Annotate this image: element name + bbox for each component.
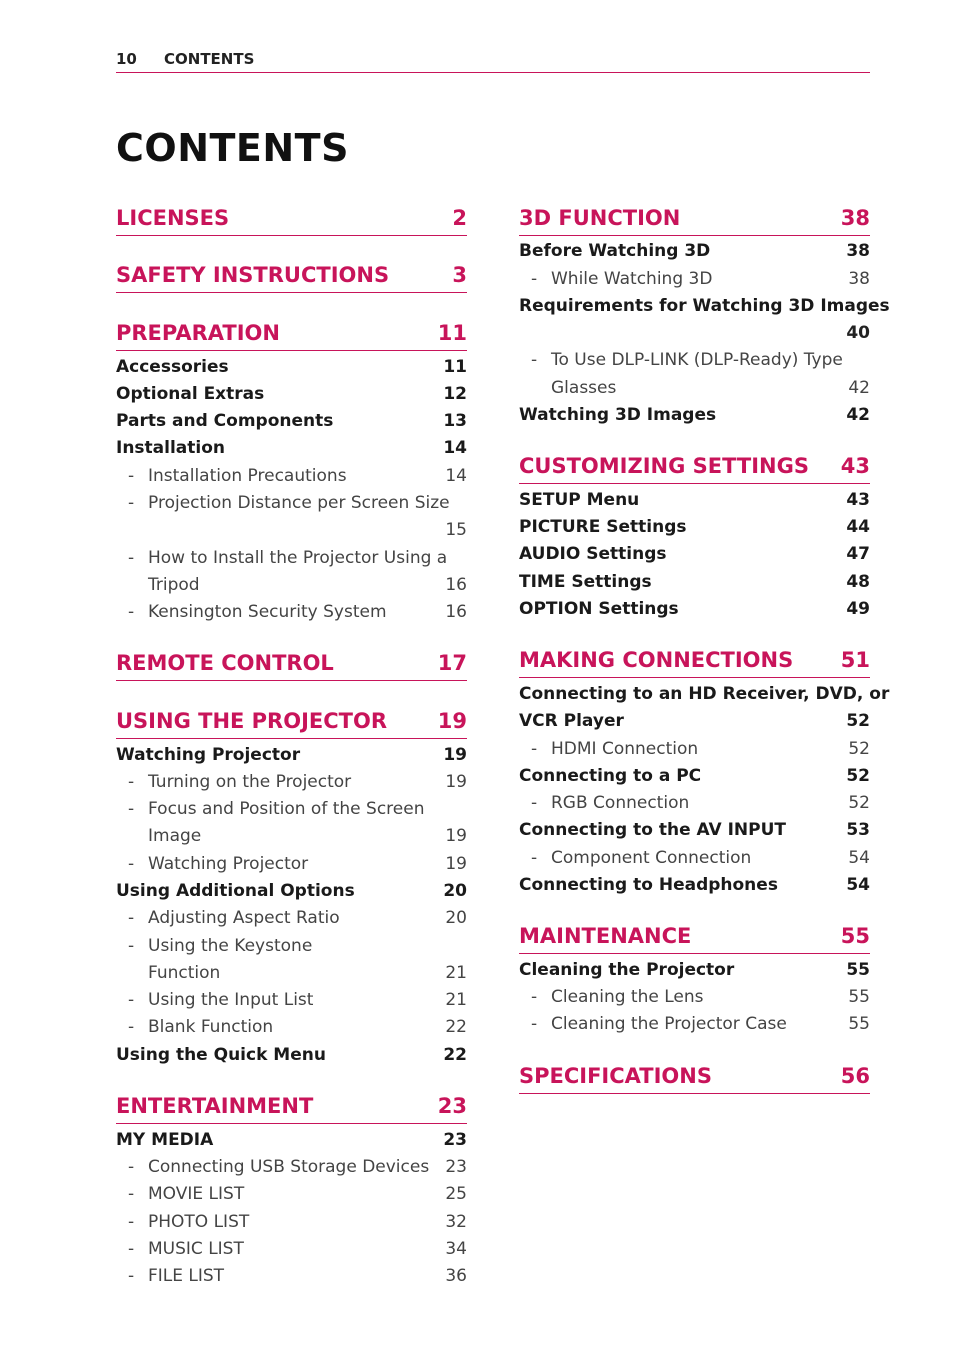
toc-subsection[interactable] — [519, 708, 870, 735]
toc-item[interactable] — [116, 1014, 467, 1041]
toc-page-number: 54 — [848, 848, 870, 868]
toc-label: Cleaning the Projector Case — [551, 1014, 787, 1034]
toc-page-number: 21 — [445, 963, 467, 983]
toc-page-number: 38 — [840, 206, 870, 230]
toc-label: How to Install the Projector Using a — [148, 548, 448, 568]
toc-item[interactable] — [116, 823, 467, 850]
bullet-dash: - — [128, 1157, 135, 1177]
toc-label: PICTURE Settings — [519, 517, 687, 537]
toc-label: SPECIFICATIONS — [519, 1064, 712, 1088]
toc-item[interactable] — [116, 851, 467, 878]
toc-page-number: 42 — [848, 378, 870, 398]
toc-label: Optional Extras — [116, 384, 265, 404]
toc-page-number: 3 — [452, 263, 467, 287]
toc-item[interactable] — [116, 572, 467, 599]
toc-page-number: 48 — [846, 572, 870, 592]
toc-label: Turning on the Projector — [148, 772, 352, 792]
toc-page-number: 53 — [846, 820, 870, 840]
toc-page-number: 42 — [846, 405, 870, 425]
toc-label: PREPARATION — [116, 321, 280, 345]
toc-label: SETUP Menu — [519, 490, 640, 510]
toc-item[interactable] — [116, 933, 467, 960]
toc-page-number: 23 — [445, 1157, 467, 1177]
toc-label: Accessories — [116, 357, 229, 377]
toc-label: Connecting USB Storage Devices — [148, 1157, 430, 1177]
toc-page-number: 52 — [846, 766, 870, 786]
toc-page-number: 38 — [848, 269, 870, 289]
toc-page-number: 25 — [445, 1184, 467, 1204]
toc-item[interactable] — [116, 1154, 467, 1181]
toc-label: Component Connection — [551, 848, 752, 868]
toc-label: Installation Precautions — [148, 466, 347, 486]
toc-item[interactable] — [519, 845, 870, 872]
toc-subsection[interactable] — [519, 681, 890, 708]
bullet-dash: - — [128, 1184, 135, 1204]
bullet-dash: - — [531, 739, 538, 759]
toc-item[interactable] — [116, 960, 467, 987]
bullet-dash: - — [128, 548, 135, 568]
toc-section[interactable] — [116, 704, 467, 739]
toc-subsection[interactable] — [519, 957, 870, 984]
toc-label: Watching 3D Images — [519, 405, 717, 425]
toc-label: Adjusting Aspect Ratio — [148, 908, 340, 928]
toc-page-continuation[interactable] — [519, 320, 870, 347]
toc-section[interactable] — [519, 1059, 870, 1094]
toc-page-number: 52 — [848, 739, 870, 759]
toc-subsection[interactable] — [116, 381, 467, 408]
toc-label: Requirements for Watching 3D Images — [519, 296, 890, 316]
toc-page-number: 55 — [840, 924, 870, 948]
toc-subsection[interactable] — [116, 354, 467, 381]
toc-page-number: 52 — [848, 793, 870, 813]
toc-page-number: 34 — [445, 1239, 467, 1259]
bullet-dash: - — [128, 1017, 135, 1037]
toc-page-number: 54 — [846, 875, 870, 895]
toc-page-number: 19 — [445, 826, 467, 846]
toc-label: Installation — [116, 438, 226, 458]
toc-item[interactable] — [116, 769, 467, 796]
toc-label: SAFETY INSTRUCTIONS — [116, 263, 390, 287]
toc-label: Connecting to a PC — [519, 766, 702, 786]
page-title: CONTENTS — [116, 126, 349, 170]
bullet-dash: - — [128, 602, 135, 622]
toc-label: ENTERTAINMENT — [116, 1094, 314, 1118]
toc-page-number: 14 — [445, 466, 467, 486]
toc-label: Connecting to the AV INPUT — [519, 820, 787, 840]
toc-section[interactable] — [519, 643, 870, 678]
toc-page-number: 11 — [443, 357, 467, 377]
toc-label: MAKING CONNECTIONS — [519, 648, 794, 672]
toc-subsection[interactable] — [519, 596, 870, 623]
toc-label: Using the Input List — [148, 990, 314, 1010]
toc-item[interactable] — [116, 463, 467, 490]
toc-subsection[interactable] — [519, 238, 870, 265]
toc-page-number: 23 — [437, 1094, 467, 1118]
toc-page-number: 11 — [437, 321, 467, 345]
toc-page-number: 40 — [846, 323, 870, 343]
toc-label: Using Additional Options — [116, 881, 355, 901]
toc-subsection[interactable] — [116, 435, 467, 462]
toc-label: Glasses — [551, 378, 617, 398]
toc-page-number: 15 — [445, 520, 467, 540]
toc-label: AUDIO Settings — [519, 544, 667, 564]
toc-page-number: 16 — [445, 602, 467, 622]
toc-label: Watching Projector — [148, 854, 309, 874]
toc-page-number: 12 — [443, 384, 467, 404]
toc-page-number: 55 — [848, 987, 870, 1007]
toc-subsection[interactable] — [519, 514, 870, 541]
toc-page-number: 16 — [445, 575, 467, 595]
bullet-dash: - — [128, 854, 135, 874]
toc-subsection[interactable] — [116, 742, 467, 769]
toc-label: Function — [148, 963, 221, 983]
bullet-dash: - — [128, 772, 135, 792]
toc-subsection[interactable] — [519, 763, 870, 790]
toc-subsection[interactable] — [519, 541, 870, 568]
bullet-dash: - — [128, 990, 135, 1010]
toc-subsection[interactable] — [116, 1042, 467, 1069]
toc-item[interactable] — [519, 790, 870, 817]
toc-item[interactable] — [116, 517, 467, 544]
toc-label: Blank Function — [148, 1017, 274, 1037]
toc-page-number: 36 — [445, 1266, 467, 1286]
toc-subsection[interactable] — [519, 569, 870, 596]
toc-item[interactable] — [519, 1011, 870, 1038]
toc-item[interactable] — [116, 987, 467, 1014]
toc-label: Using the Quick Menu — [116, 1045, 326, 1065]
toc-section[interactable] — [116, 201, 467, 236]
bullet-dash: - — [128, 908, 135, 928]
toc-item[interactable] — [116, 1209, 467, 1236]
toc-page-number: 19 — [437, 709, 467, 733]
toc-label: Kensington Security System — [148, 602, 387, 622]
toc-page-number: 20 — [443, 881, 467, 901]
toc-page-number: 13 — [443, 411, 467, 431]
toc-subsection[interactable] — [519, 487, 870, 514]
toc-label: Projection Distance per Screen Size — [148, 493, 450, 513]
toc-page-number: 43 — [846, 490, 870, 510]
bullet-dash: - — [128, 1266, 135, 1286]
toc-subsection[interactable] — [519, 293, 890, 320]
toc-label: VCR Player — [519, 711, 624, 731]
bullet-dash: - — [531, 793, 538, 813]
toc-label: Parts and Components — [116, 411, 334, 431]
toc-label: CUSTOMIZING SETTINGS — [519, 454, 809, 478]
toc-page-number: 52 — [846, 711, 870, 731]
bullet-dash: - — [531, 350, 538, 370]
toc-page-number: 19 — [445, 854, 467, 874]
toc-label: Watching Projector — [116, 745, 301, 765]
toc-page-number: 23 — [443, 1130, 467, 1150]
bullet-dash: - — [531, 848, 538, 868]
toc-page-number: 56 — [840, 1064, 870, 1088]
bullet-dash: - — [531, 269, 538, 289]
toc-item[interactable] — [519, 736, 870, 763]
toc-page-number: 22 — [445, 1017, 467, 1037]
toc-label: Image — [148, 826, 202, 846]
toc-subsection[interactable] — [116, 1127, 467, 1154]
running-header — [116, 50, 870, 73]
bullet-dash: - — [128, 466, 135, 486]
toc-subsection[interactable] — [519, 402, 870, 429]
toc-label: Tripod — [148, 575, 200, 595]
toc-item[interactable] — [519, 266, 870, 293]
toc-label: USING THE PROJECTOR — [116, 709, 388, 733]
toc-label: While Watching 3D — [551, 269, 713, 289]
toc-label: Connecting to Headphones — [519, 875, 778, 895]
bullet-dash: - — [531, 987, 538, 1007]
bullet-dash: - — [128, 799, 135, 819]
toc-section[interactable] — [116, 258, 467, 293]
toc-item[interactable] — [519, 347, 870, 374]
toc-page-number: 21 — [445, 990, 467, 1010]
toc-label: MAINTENANCE — [519, 924, 692, 948]
toc-label: 3D FUNCTION — [519, 206, 681, 230]
toc-page-number: 2 — [452, 206, 467, 230]
toc-section[interactable] — [519, 919, 870, 954]
toc-page-number: 55 — [846, 960, 870, 980]
toc-item[interactable] — [116, 599, 467, 626]
toc-label: REMOTE CONTROL — [116, 651, 334, 675]
toc-label: FILE LIST — [148, 1266, 225, 1286]
toc-page-number: 14 — [443, 438, 467, 458]
toc-label: PHOTO LIST — [148, 1212, 250, 1232]
toc-item[interactable] — [116, 545, 467, 572]
toc-label: MOVIE LIST — [148, 1184, 245, 1204]
running-header-title: CONTENTS — [164, 50, 255, 68]
toc-page-number: 20 — [445, 908, 467, 928]
toc-subsection[interactable] — [116, 878, 467, 905]
toc-page-number: 32 — [445, 1212, 467, 1232]
toc-label: Cleaning the Projector — [519, 960, 735, 980]
toc-label: Connecting to an HD Receiver, DVD, or — [519, 684, 890, 704]
toc-subsection[interactable] — [519, 817, 870, 844]
toc-section[interactable] — [519, 201, 870, 236]
bullet-dash: - — [128, 1212, 135, 1232]
toc-section[interactable] — [116, 316, 467, 351]
bullet-dash: - — [128, 493, 135, 513]
bullet-dash: - — [128, 1239, 135, 1259]
toc-item[interactable] — [116, 1263, 467, 1290]
bullet-dash: - — [128, 936, 135, 956]
toc-label: MY MEDIA — [116, 1130, 214, 1150]
toc-section[interactable] — [519, 449, 870, 484]
toc-item[interactable] — [116, 905, 467, 932]
toc-item[interactable] — [116, 1236, 467, 1263]
toc-label: LICENSES — [116, 206, 230, 230]
toc-page-number: 19 — [443, 745, 467, 765]
toc-item[interactable] — [116, 1181, 467, 1208]
toc-subsection[interactable] — [116, 408, 467, 435]
toc-item[interactable] — [519, 375, 870, 402]
toc-page-number: 44 — [846, 517, 870, 537]
toc-label: MUSIC LIST — [148, 1239, 244, 1259]
toc-page-number: 19 — [445, 772, 467, 792]
toc-label: Cleaning the Lens — [551, 987, 704, 1007]
toc-page-number: 47 — [846, 544, 870, 564]
toc-page-number: 17 — [437, 651, 467, 675]
toc-item[interactable] — [116, 796, 467, 823]
toc-section[interactable] — [116, 1089, 467, 1124]
toc-label: RGB Connection — [551, 793, 690, 813]
toc-label: Before Watching 3D — [519, 241, 711, 261]
toc-page-number: 55 — [848, 1014, 870, 1034]
page-number: 10 — [116, 50, 137, 68]
bullet-dash: - — [531, 1014, 538, 1034]
toc-page-number: 51 — [840, 648, 870, 672]
toc-label: OPTION Settings — [519, 599, 679, 619]
toc-subsection[interactable] — [519, 872, 870, 899]
toc-section[interactable] — [116, 646, 467, 681]
toc-label: Using the Keystone — [148, 936, 313, 956]
toc-page-number: 38 — [846, 241, 870, 261]
toc-label: Focus and Position of the Screen — [148, 799, 425, 819]
toc-item[interactable] — [116, 490, 467, 517]
toc-page-number: 22 — [443, 1045, 467, 1065]
toc-label: HDMI Connection — [551, 739, 699, 759]
toc-label: TIME Settings — [519, 572, 652, 592]
toc-label: To Use DLP-LINK (DLP-Ready) Type — [551, 350, 843, 370]
toc-page-number: 49 — [846, 599, 870, 619]
toc-item[interactable] — [519, 984, 870, 1011]
toc-page-number: 43 — [840, 454, 870, 478]
